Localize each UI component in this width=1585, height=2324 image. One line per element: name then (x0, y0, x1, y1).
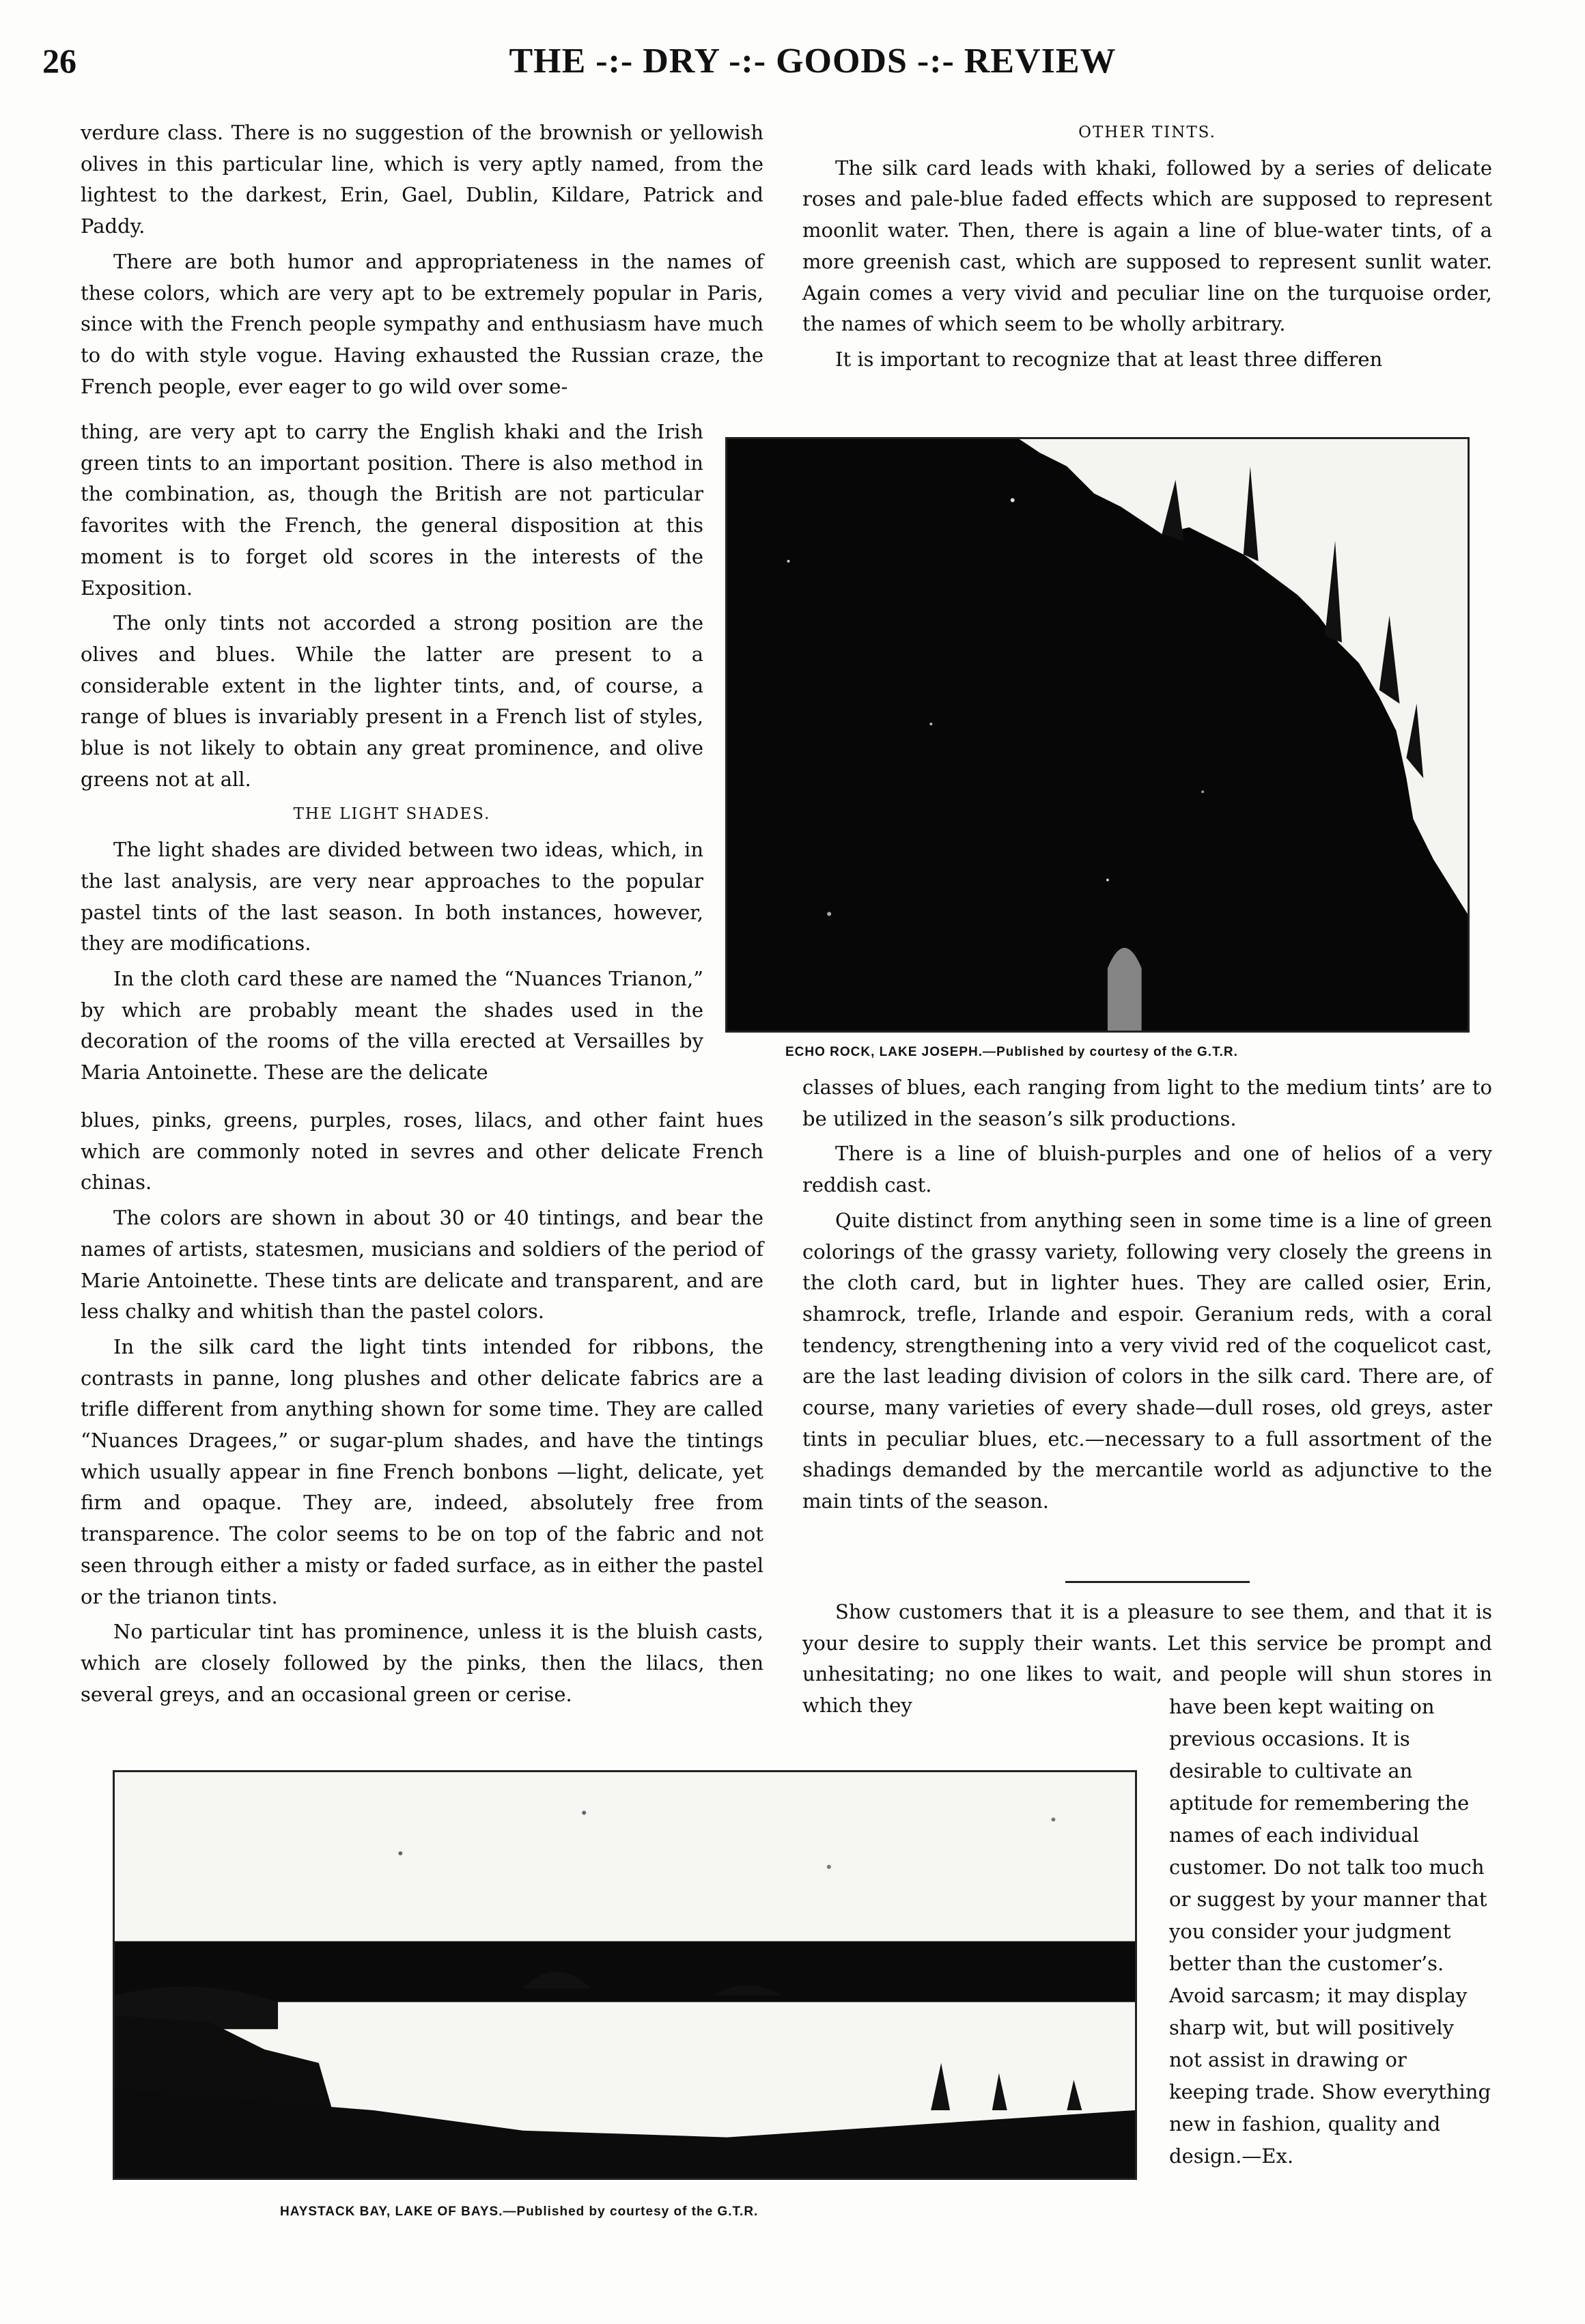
haystack-bay-photo (113, 1770, 1137, 2180)
paragraph-classes-of-blues: classes of blues, each ranging from light to the medium tints’ are to be utilized in the season’s silk productions. (802, 1076, 1492, 1130)
paragraph-show-customers: Show customers that it is a pleasure to see them, and that it is your desire to supply their wants. Let this service be prompt and unhesitating; no one likes to wait, and people will shun stores in which they (802, 1600, 1492, 1718)
echo-rock-photo (725, 437, 1470, 1033)
left-column-top (81, 117, 763, 406)
paragraph-khaki: thing, are very apt to carry the English khaki and the Irish green tints to an important position. There is also method in the combination, as, though the British are not particular favorites with the French, the general disposition at this moment is to forget old scores in the interests of the Exposition. (81, 420, 703, 600)
paragraph-bluish-purples: There is a line of bluish-purples and one of helios of a very reddish cast. (802, 1142, 1492, 1197)
paragraph-delicate-blues: blues, pinks, greens, purples, roses, lilacs, and other faint hues which are commonly noted in sevres and other delicate French chinas. (81, 1108, 763, 1194)
paragraph-silk-card-khaki: The silk card leads with khaki, followed by a series of delicate roses and pale-blue faded effects which are supposed to represent moonlit water. Then, there is again a line of blue-water tints, of a more greenish cast, which are supposed to represent sunlit water. Again comes a very vivid and peculiar line on the turquoise order, the names of which seem to be wholly arbitrary. (802, 156, 1492, 336)
paragraph-verdure: verdure class. There is no suggestion of the brownish or yellowish olives in this particular line, which is very aptly named, from the lightest to the darkest, Erin, Gael, Dublin, Kildare, Patrick and Paddy. (81, 121, 763, 238)
echo-rock-image (727, 439, 1468, 1031)
paragraph-humor: There are both humor and appropriateness in the names of these colors, which are very apt to be extremely popular in Paris, since with the French people sympathy and enthusiasm have much to do with style vogue. Having exhausted the Russian craze, the French people, ever eager to go wild over some- (81, 249, 763, 398)
paragraph-tintings: The colors are shown in about 30 or 40 tintings, and bear the names of artists, statesmen, musicians and soldiers of the period of Marie Antoinette. These tints are delicate and transparent, and are less chalky and whitish than the pastel colors. (81, 1206, 763, 1324)
left-column-narrow (81, 417, 703, 1093)
right-column-narrow (1169, 1691, 1491, 2176)
subhead-other-tints: OTHER TINTS. (1078, 124, 1216, 141)
paragraph-olives-blues: The only tints not accorded a strong position are the olives and blues. While the latter are present to a considerable extent in the lighter tints, and, of course, a range of blues is invariably present in a French list of styles, blue is not likely to obtain any great prominence, and olive greens not at all. (81, 611, 703, 791)
paragraph-light-shades: The light shades are divided between two ideas, which, in the last analysis, are very near approaches to the popular pastel tints of the last season. In both instances, however, they are modifications. (81, 838, 703, 955)
paragraph-three-classes: It is important to recognize that at least three differen (835, 347, 1383, 371)
right-column-top (802, 117, 1492, 380)
paragraph-silk-card: In the silk card the light tints intended for ribbons, the contrasts in panne, long plushes and other delicate fabrics are a trifle different from anything shown for some time. They are called “Nuances Dragees,” or sugar-plum shades, and have the tintings which usually appear in fine French bonbons —light, delicate, yet firm and opaque. They are, indeed, absolutely free from transparence. The color seems to be on top of the fabric and not seen through either a misty or faded surface, as in either the pastel or the trianon tints. (81, 1334, 763, 1608)
subhead-light-shades: THE LIGHT SHADES. (293, 805, 491, 824)
page-number: 26 (42, 42, 76, 80)
paragraph-green-colorings: Quite distinct from anything seen in some time is a line of green colorings of the grassy variety, following very closely the greens in the cloth card, but in lighter hues. They are called osier, Erin, shamrock, trefle, Irlande and espoir. Geranium reds, with a coral tendency, strengthening into a very vivid red of the coquelicot cast, are the last leading division of colors in the silk card. There are, of course, many varieties of every shade—dull roses, old greys, aster tints in peculiar blues, etc.—necessary to a full assortment of the shadings demanded by the mercantile world as adjunctive to the main tints of the season. (802, 1208, 1492, 1513)
paragraph-no-particular-tint: No particular tint has prominence, unless it is the bluish casts, which are closely followed by the pinks, then the lilacs, then several greys, and an occasional green or cerise. (81, 1620, 763, 1706)
masthead-title: THE -:- DRY -:- GOODS -:- REVIEW (509, 42, 1117, 81)
paragraph-customers-continued: have been kept waiting on previous occasions. It is desirable to cultivate an aptitude for remembering the names of each individual customer. Do not talk too much or suggest by your manner that you consider your judgment better than the customer’s. Avoid sarcasm; it may display sharp wit, but will positively not assist in drawing or keeping trade. Show everything new in fashion, quality and design.—Ex. (1169, 1695, 1491, 2168)
haystack-bay-image (115, 1772, 1135, 2178)
echo-rock-caption: ECHO ROCK, LAKE JOSEPH.—Published by courtesy of the G.T.R. (785, 1045, 1238, 1059)
left-column-bottom (81, 1105, 763, 1714)
right-column-middle (802, 1072, 1492, 1522)
section-divider (1065, 1581, 1250, 1583)
haystack-bay-caption: HAYSTACK BAY, LAKE OF BAYS.—Published by courtesy of the G.T.R. (280, 2204, 759, 2219)
paragraph-nuances-trianon: In the cloth card these are named the “Nuances Trianon,” by which are probably meant the shades used in the decoration of the rooms of the villa erected at Versailles by Maria Antoinette. These are the delicate (81, 966, 703, 1084)
